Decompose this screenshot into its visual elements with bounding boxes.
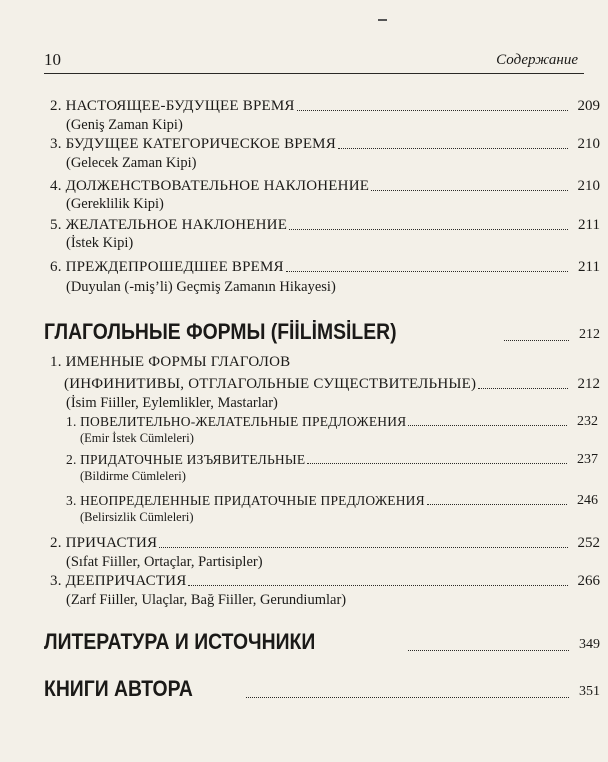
toc-entry-subtitle: (Geniş Zaman Kipi) xyxy=(66,117,183,133)
dot-leader xyxy=(408,425,567,426)
toc-entry-subtitle: (Emir İstek Cümleleri) xyxy=(80,431,194,445)
toc-entry-subtitle: (Bildirme Cümleleri) xyxy=(80,469,186,483)
dot-leader xyxy=(427,504,567,505)
toc-entry-line xyxy=(66,452,598,468)
toc-entry-line xyxy=(44,629,600,655)
page-number: 10 xyxy=(44,50,61,69)
toc-page-number: 210 xyxy=(577,178,600,194)
toc-page-number: 209 xyxy=(577,98,600,114)
toc-entry-line xyxy=(50,136,600,153)
toc-entry-title: 4. ДОЛЖЕНСТВОВАТЕЛЬНОЕ НАКЛОНЕНИЕ xyxy=(50,178,370,194)
toc-page-number: 210 xyxy=(577,136,600,152)
toc-entry-subtitle: (Gereklilik Kipi) xyxy=(66,196,164,212)
toc-section-title: ЛИТЕРАТУРА И ИСТОЧНИКИ xyxy=(44,629,316,654)
toc-entry-line xyxy=(66,414,598,430)
toc-page-number: 252 xyxy=(577,535,600,551)
toc-entry-line xyxy=(50,573,600,590)
dot-leader xyxy=(246,697,569,698)
toc-entry-title: 1. ИМЕННЫЕ ФОРМЫ ГЛАГОЛОВ xyxy=(50,354,291,370)
dot-leader xyxy=(159,547,567,548)
dot-leader xyxy=(371,190,567,191)
toc-entry-title: 6. ПРЕЖДЕПРОШЕДШЕЕ ВРЕМЯ xyxy=(50,259,284,275)
toc-entry-subtitle: (Sıfat Fiiller, Ortaçlar, Partisipler) xyxy=(66,554,263,570)
toc-page-number: 237 xyxy=(577,452,598,467)
toc-entry-line xyxy=(50,178,600,195)
running-title: Содержание xyxy=(496,52,578,68)
toc-page-number: 351 xyxy=(579,684,600,699)
toc-entry-title: 1. ПОВЕЛИТЕЛЬНО-ЖЕЛАТЕЛЬНЫЕ ПРЕДЛОЖЕНИЯ xyxy=(66,414,407,429)
toc-entry-line xyxy=(50,98,600,115)
toc-entry-line xyxy=(50,259,600,276)
dot-leader xyxy=(289,229,568,230)
toc-entry-line xyxy=(44,319,600,345)
toc-entry-line xyxy=(50,217,600,234)
toc-entry-subtitle: (Duyulan (-miş’li) Geçmiş Zamanın Hikayesi) xyxy=(66,279,336,295)
toc-page-number: 211 xyxy=(578,217,600,233)
dot-leader xyxy=(307,463,567,464)
dot-leader xyxy=(338,148,568,149)
toc-entry-title: 5. ЖЕЛАТЕЛЬНОЕ НАКЛОНЕНИЕ xyxy=(50,217,288,233)
toc-entry-line xyxy=(50,535,600,552)
dot-leader xyxy=(188,585,567,586)
toc-entry-line xyxy=(64,376,600,393)
toc-page-number: 266 xyxy=(577,573,600,589)
toc-page-number: 212 xyxy=(579,327,600,342)
dot-leader xyxy=(478,388,567,389)
toc-entry-subtitle: (Gelecek Zaman Kipi) xyxy=(66,155,197,171)
toc-entry-title: 2. НАСТОЯЩЕЕ-БУДУЩЕЕ ВРЕМЯ xyxy=(50,98,295,114)
toc-entry-line xyxy=(44,676,600,702)
toc-page-number: 211 xyxy=(578,259,600,275)
toc-page-number: 349 xyxy=(579,637,600,652)
toc-entry-title: 3. НЕОПРЕДЕЛЕННЫЕ ПРИДАТОЧНЫЕ ПРЕДЛОЖЕНИЯ xyxy=(66,493,425,508)
dot-leader xyxy=(286,271,568,272)
toc-entry-subtitle: (Belirsizlik Cümleleri) xyxy=(80,510,194,524)
toc-entry-line xyxy=(50,354,600,371)
dot-leader xyxy=(504,340,569,341)
toc-page-number: 232 xyxy=(577,414,598,429)
toc-entry-subtitle: (İsim Fiiller, Eylemlikler, Mastarlar) xyxy=(66,395,278,411)
toc-entry-title: 2. ПРИЧАСТИЯ xyxy=(50,535,158,551)
toc-entry-subtitle: (İstek Kipi) xyxy=(66,235,134,251)
toc-section-title: ГЛАГОЛЬНЫЕ ФОРМЫ (FİİLİMSİLER) xyxy=(44,319,397,344)
toc-entry-subtitle: (Zarf Fiiller, Ulaçlar, Bağ Fiiller, Gerundiumlar) xyxy=(66,592,347,608)
toc-entry-title: 3. ДЕЕПРИЧАСТИЯ xyxy=(50,573,187,589)
toc-section-title: КНИГИ АВТОРА xyxy=(44,676,193,701)
toc-entry-title: 2. ПРИДАТОЧНЫЕ ИЗЪЯВИТЕЛЬНЫЕ xyxy=(66,452,306,467)
toc-entry-line xyxy=(66,493,598,509)
scan-mark xyxy=(378,19,387,21)
dot-leader xyxy=(297,110,568,111)
toc-page-number: 212 xyxy=(577,376,600,392)
toc-entry-title: 3. БУДУЩЕЕ КАТЕГОРИЧЕСКОЕ ВРЕМЯ xyxy=(50,136,336,152)
dot-leader xyxy=(408,650,569,651)
header-rule xyxy=(44,73,584,74)
toc-page-number: 246 xyxy=(577,493,598,508)
page-header xyxy=(44,50,578,74)
toc-entry-title-continued: (ИНФИНИТИВЫ, ОТГЛАГОЛЬНЫЕ СУЩЕСТВИТЕЛЬНЫЕ) xyxy=(64,376,477,392)
